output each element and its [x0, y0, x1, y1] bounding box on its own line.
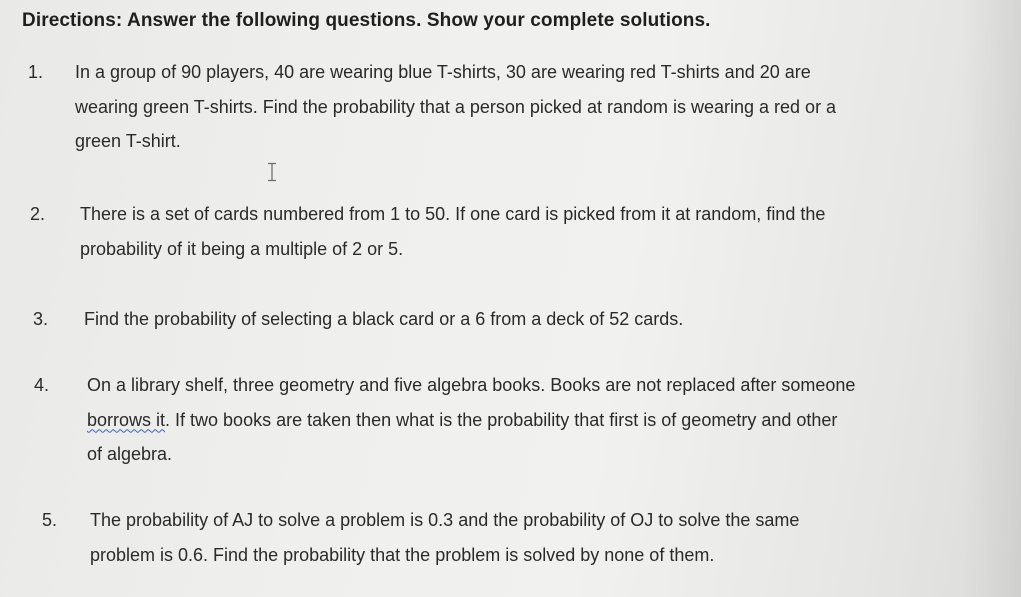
question-number: 2. — [30, 204, 46, 224]
question-text-line: problem is 0.6. Find the probability that the problem is solved by none of them. — [90, 544, 715, 565]
question-number: 3. — [33, 309, 49, 329]
question-text-line: probability of it being a multiple of 2 or 5. — [80, 238, 404, 259]
directions-heading: Directions: Answer the following questions. Show your complete solutions. — [22, 10, 711, 31]
question-number: 1. — [28, 62, 44, 82]
question-text-line: Find the probability of selecting a black card or a 6 from a deck of 52 cards. — [84, 309, 684, 329]
question-text-line: wearing green T-shirts. Find the probability that a person picked at random is wearing a red or a — [75, 96, 837, 117]
question-text-line: green T-shirt. — [75, 131, 181, 151]
page-shadow — [961, 0, 1021, 597]
spellcheck-underline-text: borrows it — [87, 409, 166, 430]
question-text-line: There is a set of cards numbered from 1 to 50. If one card is picked from it at random, find the — [80, 204, 826, 224]
question-text-line: The probability of AJ to solve a problem is 0.3 and the probability of OJ to solve the same — [90, 510, 800, 530]
text-cursor-icon — [266, 162, 278, 182]
question-text-line: borrows it. If two books are taken then what is the probability that first is of geometry and other — [87, 409, 838, 430]
question-text-line: On a library shelf, three geometry and five algebra books. Books are not replaced after someone — [87, 375, 856, 395]
question-number: 4. — [34, 375, 50, 395]
question-text-line: In a group of 90 players, 40 are wearing blue T-shirts, 30 are wearing red T-shirts and 20 are — [75, 62, 811, 82]
question-text-line: of algebra. — [87, 444, 173, 464]
question-number: 5. — [42, 510, 58, 530]
